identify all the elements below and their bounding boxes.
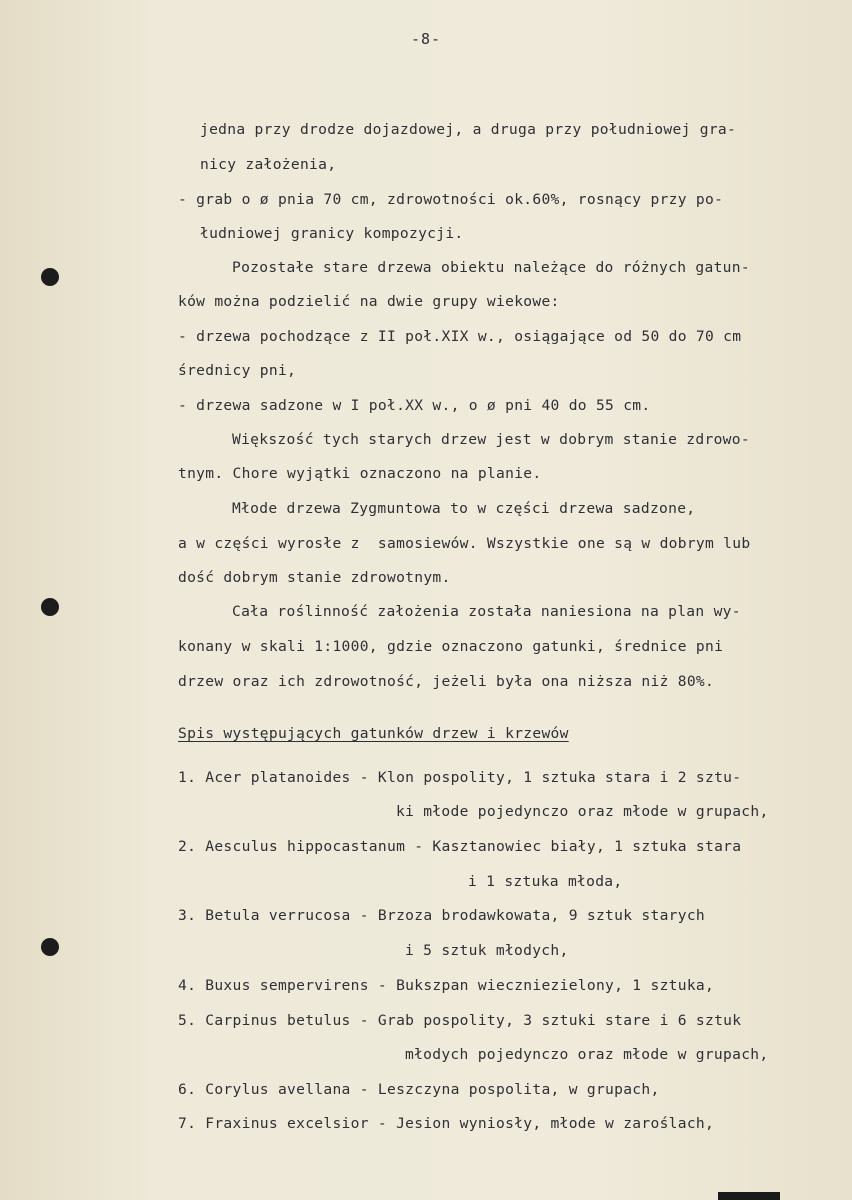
body-line: dość dobrym stanie zdrowotnym. bbox=[178, 569, 451, 586]
punch-hole bbox=[41, 598, 59, 616]
species-item-continuation: ki młode pojedynczo oraz młode w grupach, bbox=[396, 803, 769, 820]
body-line: średnicy pni, bbox=[178, 362, 297, 379]
body-line: jedna przy drodze dojazdowej, a druga przy południowej gra- bbox=[200, 121, 737, 138]
body-line: Większość tych starych drzew jest w dobrym stanie zdrowo- bbox=[232, 431, 750, 448]
body-line: a w części wyrosłe z samosiewów. Wszystkie one są w dobrym lub bbox=[178, 535, 751, 552]
species-item-continuation: i 5 sztuk młodych, bbox=[405, 942, 569, 959]
punch-hole bbox=[41, 938, 59, 956]
scan-edge-mark bbox=[718, 1192, 780, 1200]
body-line: - drzewa sadzone w I poł.XX w., o ø pni 40 do 55 cm. bbox=[178, 397, 651, 414]
punch-hole bbox=[41, 268, 59, 286]
species-item: 2. Aesculus hippocastanum - Kasztanowiec biały, 1 sztuka stara bbox=[178, 838, 742, 855]
species-item: 1. Acer platanoides - Klon pospolity, 1 sztuka stara i 2 sztu- bbox=[178, 769, 742, 786]
species-list-heading: Spis występujących gatunków drzew i krzewów bbox=[178, 725, 569, 742]
body-line: łudniowej granicy kompozycji. bbox=[200, 225, 464, 242]
species-item: 3. Betula verrucosa - Brzoza brodawkowata, 9 sztuk starych bbox=[178, 907, 705, 924]
species-item: 7. Fraxinus excelsior - Jesion wyniosły, młode w zaroślach, bbox=[178, 1115, 715, 1132]
body-line: drzew oraz ich zdrowotność, jeżeli była ona niższa niż 80%. bbox=[178, 673, 715, 690]
page-number: -8- bbox=[410, 30, 442, 48]
body-line: - drzewa pochodzące z II poł.XIX w., osiągające od 50 do 70 cm bbox=[178, 328, 742, 345]
body-line: nicy założenia, bbox=[200, 156, 337, 173]
species-item-continuation: młodych pojedynczo oraz młode w grupach, bbox=[405, 1046, 769, 1063]
species-item-continuation: i 1 sztuka młoda, bbox=[468, 873, 623, 890]
body-line: ków można podzielić na dwie grupy wiekowe: bbox=[178, 293, 560, 310]
body-line: Cała roślinność założenia została naniesiona na plan wy- bbox=[232, 603, 741, 620]
body-line: tnym. Chore wyjątki oznaczono na planie. bbox=[178, 465, 542, 482]
species-item: 5. Carpinus betulus - Grab pospolity, 3 sztuki stare i 6 sztuk bbox=[178, 1012, 742, 1029]
body-line: - grab o ø pnia 70 cm, zdrowotności ok.60%, rosnący przy po- bbox=[178, 191, 724, 208]
species-item: 6. Corylus avellana - Leszczyna pospolita, w grupach, bbox=[178, 1081, 660, 1098]
species-item: 4. Buxus sempervirens - Bukszpan wieczniezielony, 1 sztuka, bbox=[178, 977, 715, 994]
body-line: Pozostałe stare drzewa obiektu należące do różnych gatun- bbox=[232, 259, 750, 276]
body-line: Młode drzewa Zygmuntowa to w części drzewa sadzone, bbox=[232, 500, 696, 517]
body-line: konany w skali 1:1000, gdzie oznaczono gatunki, średnice pni bbox=[178, 638, 724, 655]
